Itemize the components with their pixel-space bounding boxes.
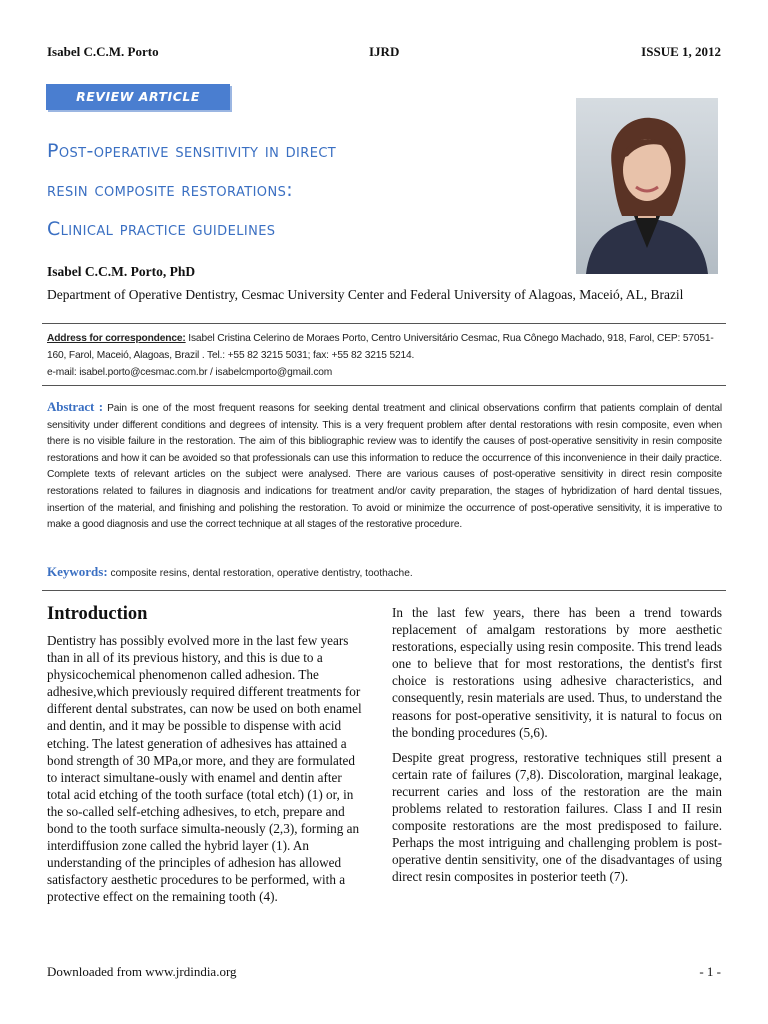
divider bbox=[42, 385, 726, 386]
divider bbox=[42, 323, 726, 324]
title-line: Post-operative sensitivity in direct bbox=[47, 140, 337, 162]
correspondence-text: Isabel Cristina Celerino de Moraes Porto, Centro Universitário Cesmac, Rua Cônego Machado, 918, Farol, CEP: 57051-160, Farol, Maceió, Alagoas, Brazil . Tel.: +55 82 3215 5031; fax: +55 82 3215 5214. bbox=[47, 333, 714, 361]
paragraph: Dentistry has possibly evolved more in the last few years than in all of its previous history, and this is due to a physicochemical phenomenon called adhesion. The adhesive,which previously required different treatments for different dental substrates, can now be used on both enamel and dentin, and it may be possible to dispense with acid etching. The latest generation of adhesives has attained a bond strength of 30 MPa,or more, and they are formulated to interact simultane-ously with enamel and dentin after total acid etching of the tooth surface (total etch) (1) or, in the so-called self-etching adhesives, to etch, prepare and bond to the tooth surface simulta-neously (2,3), forming an interdiffusion zone called the hybrid layer (1). An understanding of the principles of adhesion has allowed satisfactory aesthetic procedures to be performed, with a protective effect on the remaining tooth (4). bbox=[47, 633, 362, 905]
abstract-label: Abstract : bbox=[47, 399, 103, 414]
author-photo bbox=[576, 98, 718, 274]
running-header-journal: IJRD bbox=[369, 44, 400, 59]
correspondence-label: Address for correspondence: bbox=[47, 333, 186, 344]
article-type-badge: REVIEW ARTICLE bbox=[46, 84, 230, 110]
footer-source: Downloaded from www.jrdindia.org bbox=[47, 964, 237, 979]
paragraph: In the last few years, there has been a trend towards replacement of amalgam restorations by more aesthetic restorations, especially using resin composite. This trend leads one to believe that for most restorations, the dentist's first choice is restorations using adhesive characteristics, and consequently, resin materials are used. Thus, to understand the reasons for post-operative sensitivity, it is natural to focus on the bonding procedures (5,6). bbox=[392, 605, 722, 740]
author-portrait-image bbox=[576, 98, 718, 274]
keywords-label: Keywords: bbox=[47, 564, 108, 579]
article-title bbox=[47, 132, 567, 249]
abstract bbox=[47, 399, 722, 534]
running-header-author: Isabel C.C.M. Porto bbox=[47, 44, 159, 59]
title-line: resin composite restorations: bbox=[47, 179, 294, 201]
author-affiliation: Department of Operative Dentistry, Cesmac University Center and Federal University of Alagoas, Maceió, AL, Brazil bbox=[47, 287, 684, 302]
abstract-text: Pain is one of the most frequent reasons for seeking dental treatment and clinical observations confirm that patients complain of dental sensitivity under different conditions and degrees of intensity. This is a very frequent problem after dental restorations with resin composite, even when there is no visible failure in the restoration. The aim of this bibliographic review was to identify the causes of post-operative sensitivity in resin composite restorations and how it can be avoided so that professionals can use this information to reduce the occurrence of this inconvenience in their daily practice. Complete texts of relevant articles on the subject were analysed. There are various causes of post-operative sensitivity in direct resin composite restorations related to failures in diagnosis and indications for treatment and/or cavity preparation, the stages of hybridization of hard dental tissues, insertion of the material, and finishing and polishing the restoration. To avoid or minimize the occurrence of post-operative sensitivity, it is imperative to make a good diagnosis and use the correct technique at all stages of the restorative procedure. bbox=[47, 403, 722, 531]
body-column-right bbox=[392, 604, 722, 894]
correspondence-block bbox=[47, 330, 722, 381]
body-column-left bbox=[47, 632, 365, 914]
title-line: Clinical practice guidelines bbox=[47, 218, 276, 240]
author-name: Isabel C.C.M. Porto, PhD bbox=[47, 264, 196, 279]
running-header-issue: ISSUE 1, 2012 bbox=[641, 44, 721, 59]
keywords bbox=[47, 564, 413, 580]
section-heading-introduction: Introduction bbox=[47, 604, 148, 624]
keywords-text: composite resins, dental restoration, operative dentistry, toothache. bbox=[107, 568, 413, 579]
paragraph: Despite great progress, restorative techniques still present a certain rate of failures (7,8). Discoloration, marginal leakage, recurrent caries and loss of the restoration are the main problems related to restoration failures. Class I and II resin composite restorations are the most predisposed to failure. Perhaps the most intriguing and challenging problem is post-operative dentin sensitivity, one of the disadvantages of using direct resin composites in posterior teeth (7). bbox=[392, 749, 722, 885]
page-number: - 1 - bbox=[699, 964, 721, 979]
divider bbox=[42, 590, 726, 591]
correspondence-email: e-mail: isabel.porto@cesmac.com.br / isabelcmporto@gmail.com bbox=[47, 367, 333, 378]
